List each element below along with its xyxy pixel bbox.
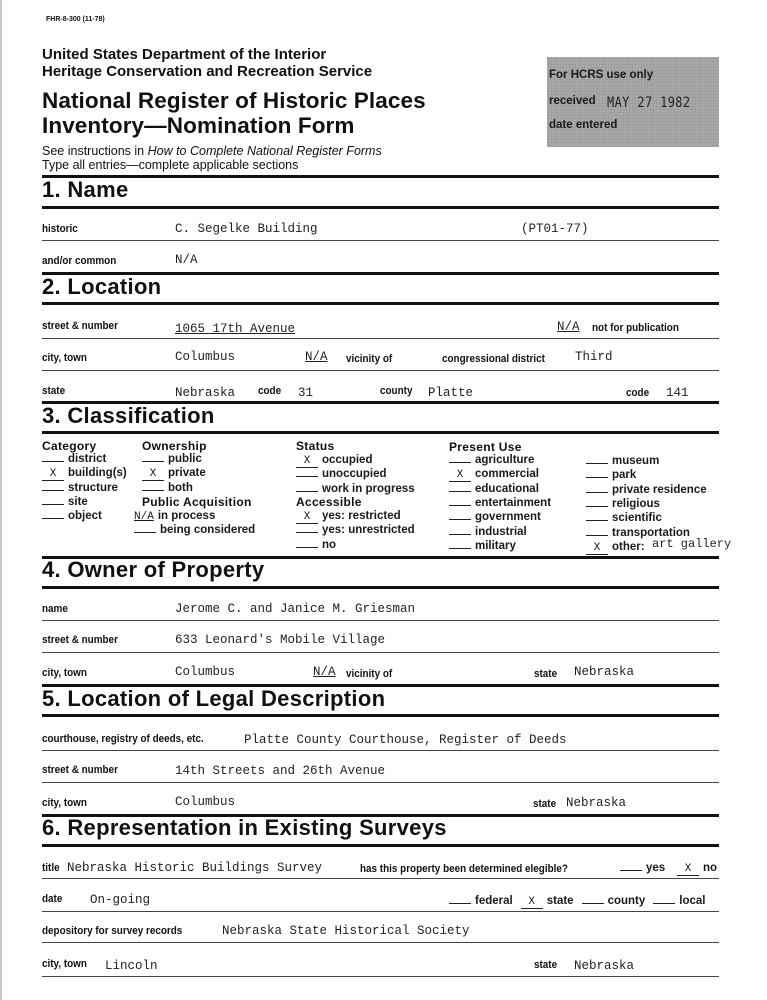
public-acquisition-heading: Public Acquisition bbox=[142, 495, 252, 509]
present-use-mark[interactable] bbox=[586, 463, 608, 464]
courthouse-label: courthouse, registry of deeds, etc. bbox=[42, 733, 204, 745]
rule bbox=[42, 782, 719, 783]
survey-level-options bbox=[449, 895, 714, 909]
category-mark[interactable] bbox=[42, 461, 64, 462]
present-use-mark[interactable] bbox=[586, 492, 608, 493]
survey-level-option[interactable] bbox=[582, 895, 646, 907]
present-use-option[interactable] bbox=[449, 511, 541, 523]
present-use-mark[interactable] bbox=[449, 505, 471, 506]
eligible-no-label: no bbox=[703, 862, 718, 874]
owner-city-label: city, town bbox=[42, 667, 87, 679]
category-label: object bbox=[68, 510, 102, 523]
accessible-heading: Accessible bbox=[296, 495, 362, 509]
instructions-prefix: See instructions in bbox=[42, 144, 148, 158]
survey-state-field[interactable]: Nebraska bbox=[574, 959, 635, 973]
eligible-yes-label: yes bbox=[646, 862, 666, 874]
owner-street-label: street & number bbox=[42, 634, 118, 646]
state-code-field[interactable]: 31 bbox=[298, 386, 314, 400]
survey-title-field[interactable]: Nebraska Historic Buildings Survey bbox=[67, 861, 323, 875]
category-option[interactable] bbox=[42, 510, 102, 522]
accessible-option[interactable] bbox=[296, 539, 336, 551]
district-label: congressional district bbox=[442, 353, 545, 365]
legal-street-field[interactable]: 14th Streets and 26th Avenue bbox=[175, 764, 386, 778]
present-use-option[interactable] bbox=[449, 540, 516, 552]
not-for-publication-mark[interactable]: N/A bbox=[557, 320, 580, 334]
page-edge bbox=[0, 0, 2, 1000]
present-use-label: other: bbox=[612, 540, 645, 553]
section-1-heading: 1. Name bbox=[42, 177, 129, 202]
ownership-option[interactable] bbox=[142, 482, 193, 494]
present-use-mark[interactable] bbox=[449, 548, 471, 549]
accessible-label: yes: restricted bbox=[322, 510, 401, 522]
form-title-line-2: Inventory—Nomination Form bbox=[42, 113, 355, 138]
category-mark[interactable]: X bbox=[42, 469, 64, 481]
ownership-label: both bbox=[168, 481, 193, 494]
rule bbox=[42, 942, 719, 943]
present-use-label: entertainment bbox=[475, 496, 552, 509]
rule bbox=[42, 586, 719, 589]
status-label: occupied bbox=[322, 454, 373, 466]
rule bbox=[42, 714, 719, 717]
category-mark[interactable] bbox=[42, 504, 64, 505]
status-label: unoccupied bbox=[322, 468, 387, 481]
present-use-option[interactable] bbox=[586, 512, 662, 524]
accessible-mark[interactable] bbox=[296, 532, 318, 533]
survey-level-label: federal bbox=[475, 895, 513, 907]
accessible-mark[interactable] bbox=[296, 547, 318, 548]
section-5-heading: 5. Location of Legal Description bbox=[42, 686, 386, 711]
agency-line-1: United States Department of the Interior bbox=[42, 46, 327, 63]
rule bbox=[42, 175, 719, 178]
survey-city-field[interactable]: Lincoln bbox=[105, 959, 158, 973]
category-label: site bbox=[68, 495, 88, 508]
present-use-mark[interactable] bbox=[449, 491, 471, 492]
present-use-option[interactable] bbox=[449, 454, 534, 466]
rule bbox=[42, 878, 719, 879]
present-use-option[interactable] bbox=[586, 484, 707, 496]
ownership-label: public bbox=[168, 453, 202, 465]
owner-state-label: state bbox=[534, 668, 558, 680]
status-mark[interactable]: X bbox=[296, 456, 318, 468]
category-option[interactable] bbox=[42, 453, 106, 465]
city-label: city, town bbox=[42, 352, 87, 364]
survey-title-label: title bbox=[42, 862, 60, 874]
present-use-label: government bbox=[475, 511, 541, 524]
present-use-mark[interactable] bbox=[449, 519, 471, 520]
depository-field[interactable]: Nebraska State Historical Society bbox=[222, 924, 470, 938]
present-use-mark[interactable] bbox=[586, 506, 608, 507]
present-use-label: military bbox=[475, 539, 516, 552]
rule bbox=[42, 240, 719, 241]
legal-city-label: city, town bbox=[42, 797, 87, 809]
present-use-option[interactable] bbox=[449, 483, 539, 495]
owner-vicinity-mark[interactable]: N/A bbox=[313, 665, 336, 679]
section-3-heading: 3. Classification bbox=[42, 403, 215, 428]
present-use-option[interactable] bbox=[449, 526, 527, 538]
survey-level-label: county bbox=[607, 895, 646, 907]
county-label: county bbox=[380, 385, 413, 397]
ownership-option[interactable] bbox=[142, 453, 202, 465]
accessible-mark[interactable]: X bbox=[296, 512, 318, 524]
office-use-heading: For HCRS use only bbox=[549, 69, 654, 81]
present-use-label: industrial bbox=[475, 525, 527, 538]
owner-city-field[interactable]: Columbus bbox=[175, 665, 236, 679]
ownership-mark[interactable] bbox=[142, 461, 164, 462]
eligible-yes-option[interactable] bbox=[620, 862, 665, 874]
county-field[interactable]: Platte bbox=[428, 386, 474, 400]
agency-line-2: Heritage Conservation and Recreation Service bbox=[42, 63, 373, 80]
survey-level-mark[interactable] bbox=[449, 903, 471, 904]
present-use-option[interactable] bbox=[586, 469, 636, 481]
ownership-mark[interactable] bbox=[142, 490, 164, 491]
vicinity-mark[interactable]: N/A bbox=[305, 350, 328, 364]
rule bbox=[42, 750, 719, 751]
present-use-mark[interactable] bbox=[586, 477, 608, 478]
county-code-label: code bbox=[626, 387, 650, 399]
status-mark[interactable] bbox=[296, 476, 318, 477]
present-use-label: museum bbox=[612, 455, 660, 467]
rule bbox=[42, 911, 719, 912]
status-option[interactable] bbox=[296, 483, 415, 495]
category-mark[interactable] bbox=[42, 518, 64, 519]
accessible-label: yes: unrestricted bbox=[322, 524, 415, 537]
present-use-label: scientific bbox=[612, 512, 662, 525]
present-use-option[interactable] bbox=[586, 455, 659, 467]
instructions-line-1 bbox=[42, 144, 382, 158]
legal-street-label: street & number bbox=[42, 764, 118, 776]
eligible-yes-mark[interactable] bbox=[620, 870, 642, 871]
section-6-heading: 6. Representation in Existing Surveys bbox=[42, 815, 447, 840]
present-use-option[interactable] bbox=[449, 468, 539, 482]
city-field[interactable]: Columbus bbox=[175, 350, 236, 364]
accessible-option[interactable] bbox=[296, 524, 415, 536]
county-code-field[interactable]: 141 bbox=[666, 386, 689, 400]
common-name-label: and/or common bbox=[42, 255, 117, 267]
accessible-label: no bbox=[322, 538, 337, 551]
survey-level-option[interactable] bbox=[521, 895, 574, 907]
category-option[interactable] bbox=[42, 482, 118, 494]
acquisition-mark[interactable]: N/A bbox=[134, 511, 154, 523]
present-use-mark[interactable] bbox=[586, 520, 608, 521]
acquisition-option[interactable] bbox=[134, 524, 255, 536]
present-use-mark[interactable] bbox=[586, 535, 608, 536]
survey-level-label: state bbox=[546, 895, 574, 907]
other-use-field[interactable]: art gallery bbox=[652, 537, 732, 551]
instructions-line-2: Type all entries—complete applicable sections bbox=[42, 158, 299, 172]
section-4-heading: 4. Owner of Property bbox=[42, 557, 265, 582]
legal-state-field[interactable]: Nebraska bbox=[566, 796, 627, 810]
legal-city-field[interactable]: Columbus bbox=[175, 795, 236, 809]
street-label: street & number bbox=[42, 320, 118, 332]
acquisition-mark[interactable] bbox=[134, 532, 156, 533]
ownership-heading: Ownership bbox=[142, 439, 207, 453]
rule bbox=[42, 431, 719, 434]
category-heading: Category bbox=[42, 439, 97, 453]
survey-state-label: state bbox=[534, 959, 558, 971]
rule bbox=[42, 976, 719, 977]
status-option[interactable] bbox=[296, 454, 372, 468]
status-option[interactable] bbox=[296, 468, 387, 480]
status-mark[interactable] bbox=[296, 491, 318, 492]
section-2-heading: 2. Location bbox=[42, 274, 162, 299]
state-label: state bbox=[42, 385, 66, 397]
ownership-option[interactable] bbox=[142, 467, 206, 481]
eligible-no-mark[interactable]: X bbox=[677, 864, 699, 876]
received-stamp: MAY 27 1982 bbox=[607, 95, 691, 111]
received-label: received bbox=[549, 95, 596, 107]
category-label: district bbox=[68, 453, 107, 465]
rule bbox=[42, 338, 719, 339]
present-use-mark[interactable]: X bbox=[586, 543, 608, 555]
present-use-option[interactable] bbox=[586, 498, 660, 510]
survey-level-mark[interactable]: X bbox=[521, 897, 543, 909]
present-use-label: commercial bbox=[475, 468, 539, 481]
historic-label: historic bbox=[42, 223, 78, 235]
survey-level-option[interactable] bbox=[653, 895, 705, 907]
present-use-label: educational bbox=[475, 482, 539, 495]
not-for-publication-label: not for publication bbox=[592, 322, 679, 334]
owner-name-label: name bbox=[42, 603, 68, 615]
accessible-option[interactable] bbox=[296, 510, 401, 524]
survey-level-mark[interactable] bbox=[653, 903, 675, 904]
present-use-label: transportation bbox=[612, 526, 690, 539]
rule bbox=[42, 620, 719, 621]
form-title-line-1: National Register of Historic Places bbox=[42, 88, 426, 113]
present-use-label: religious bbox=[612, 497, 660, 510]
state-code-label: code bbox=[258, 385, 282, 397]
rule bbox=[42, 652, 719, 653]
present-use-option[interactable] bbox=[449, 497, 551, 509]
district-field[interactable]: Third bbox=[575, 350, 613, 364]
survey-level-label: local bbox=[679, 895, 706, 907]
category-label: structure bbox=[68, 481, 118, 494]
present-use-label: private residence bbox=[612, 483, 707, 496]
present-use-option[interactable] bbox=[586, 541, 645, 555]
date-entered-label: date entered bbox=[549, 119, 618, 131]
eligible-question: has this property been determined elegible? bbox=[360, 863, 568, 875]
common-name-field[interactable]: N/A bbox=[175, 253, 198, 267]
rule bbox=[42, 844, 719, 847]
state-field[interactable]: Nebraska bbox=[175, 386, 236, 400]
courthouse-field[interactable]: Platte County Courthouse, Register of Deeds bbox=[244, 733, 567, 747]
acquisition-label: being considered bbox=[160, 524, 256, 537]
present-use-mark[interactable]: X bbox=[449, 470, 471, 482]
present-use-label: park bbox=[612, 469, 637, 482]
present-use-label: agriculture bbox=[475, 454, 535, 466]
status-heading: Status bbox=[296, 439, 335, 453]
office-use-box bbox=[547, 57, 719, 147]
ownership-label: private bbox=[168, 467, 206, 480]
owner-street-field[interactable]: 633 Leonard's Mobile Village bbox=[175, 633, 386, 647]
owner-vicinity-label: vicinity of bbox=[346, 668, 393, 680]
category-option[interactable] bbox=[42, 467, 127, 481]
depository-label: depository for survey records bbox=[42, 925, 183, 937]
legal-state-label: state bbox=[533, 798, 557, 810]
vicinity-label: vicinity of bbox=[346, 353, 393, 365]
survey-date-label: date bbox=[42, 893, 63, 905]
present-use-heading: Present Use bbox=[449, 440, 522, 454]
instructions-title: How to Complete National Register Forms bbox=[147, 144, 382, 158]
historic-code: (PT01-77) bbox=[521, 222, 589, 236]
rule bbox=[42, 206, 719, 209]
survey-city-label: city, town bbox=[42, 958, 87, 970]
category-mark[interactable] bbox=[42, 490, 64, 491]
eligible-no-option[interactable] bbox=[677, 862, 717, 876]
status-label: work in progress bbox=[322, 482, 415, 495]
owner-name-field[interactable]: Jerome C. and Janice M. Griesman bbox=[175, 602, 416, 616]
present-use-mark[interactable] bbox=[449, 462, 471, 463]
survey-date-field[interactable]: On-going bbox=[90, 893, 151, 907]
survey-level-mark[interactable] bbox=[582, 903, 604, 904]
category-label: building(s) bbox=[68, 467, 127, 480]
form-number: FHR-8-300 (11-78) bbox=[46, 16, 105, 23]
owner-state-field[interactable]: Nebraska bbox=[574, 665, 635, 679]
street-field[interactable]: 1065 17th Avenue bbox=[175, 322, 296, 336]
rule bbox=[42, 370, 719, 371]
acquisition-option[interactable] bbox=[134, 510, 215, 523]
ownership-mark[interactable]: X bbox=[142, 469, 164, 481]
rule bbox=[42, 302, 719, 305]
present-use-mark[interactable] bbox=[449, 534, 471, 535]
category-option[interactable] bbox=[42, 496, 88, 508]
historic-name-field[interactable]: C. Segelke Building bbox=[175, 222, 318, 236]
acquisition-label: in process bbox=[157, 510, 216, 522]
survey-level-option[interactable] bbox=[449, 895, 513, 907]
